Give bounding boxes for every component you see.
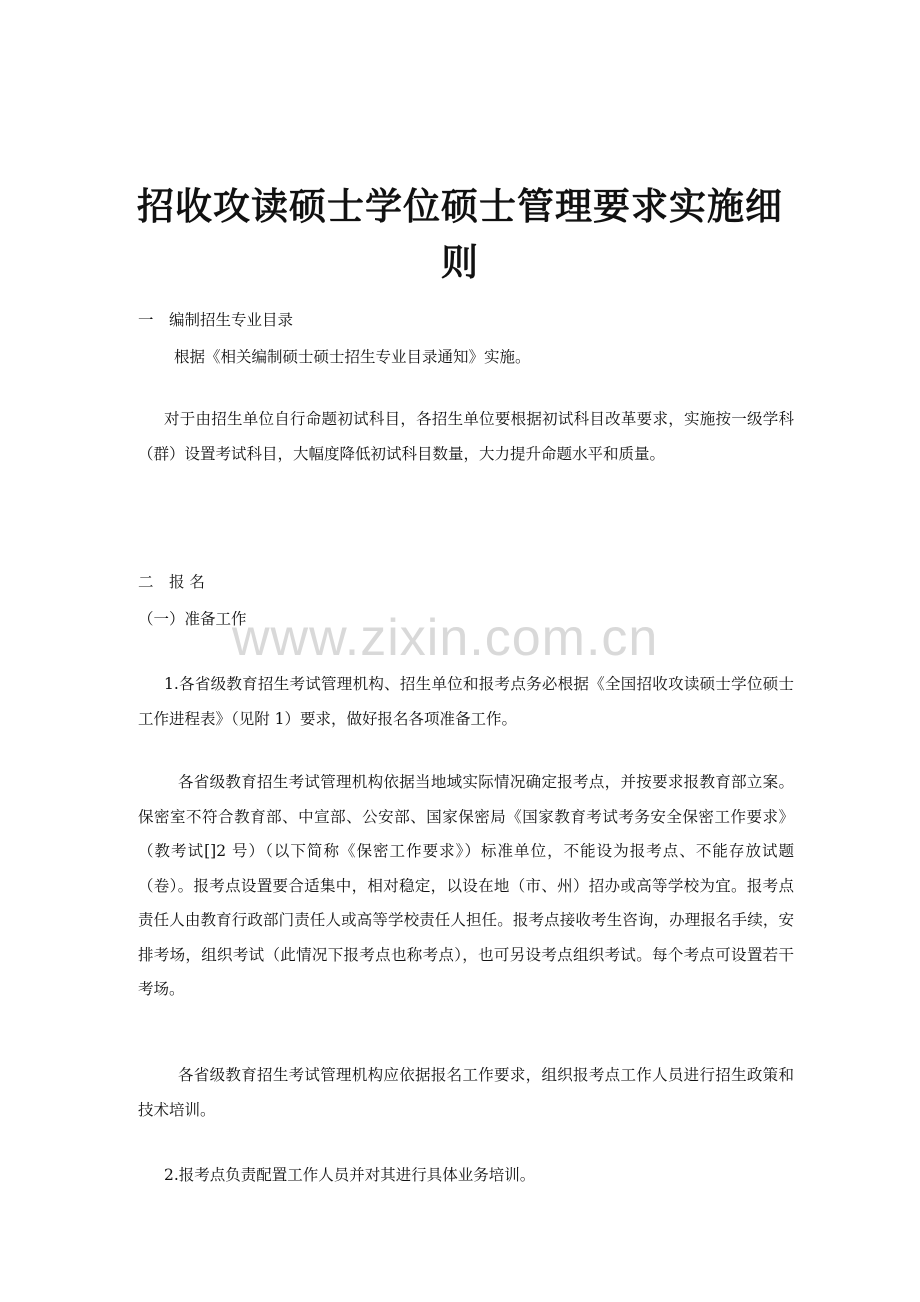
item-1-paragraph-3: 各省级教育招生考试管理机构应依据报名工作要求，组织报考点工作人员进行招生政策和技术培训。 [138,1066,794,1119]
item-1-paragraph: 1.各省级教育招生考试管理机构、招生单位和报考点务必根据《全国招收攻读硕士学位硕士工作进程表》（见附 1）要求，做好报名各项准备工作。 [138,675,794,728]
section-heading-1: 一 编制招生专业目录 [138,311,294,329]
section-heading-2: 二 报 名 [138,573,205,591]
section1-paragraph-1: 根据《相关编制硕士硕士招生专业目录通知》实施。 [174,348,531,366]
watermark: www.zixin.com.cn [232,609,659,667]
item-2-paragraph: 2.报考点负责配置工作人员并对其进行具体业务培训。 [164,1166,536,1184]
section1-paragraph-2: 对于由招生单位自行命题初试科目，各招生单位要根据初试科目改革要求，实施按一级学科（群）设置考试科目，大幅度降低初试科目数量，大力提升命题水平和质量。 [138,410,794,463]
document-title: 招收攻读硕士学位硕士管理要求实施细则 [137,184,783,284]
subsection-heading-1: （一）准备工作 [138,610,247,628]
item-1-paragraph-2: 各省级教育招生考试管理机构依据当地域实际情况确定报考点，并按要求报教育部立案。保密室不符合教育部、中宣部、公安部、国家保密局《国家教育考试考务安全保密工作要求》（教考试[]2 号）（以下简称《保密工作要求》）标准单位，不能设为报考点、不能存放试题（卷）。报考点设置要合适集中，相对稳定，以设在地（市、州）招办或高等学校为宜。报考点责任人由教育行政部门责任人或高等学校责任人担任。报考点接收考生咨询，办理报名手续，安排考场，组织考试（此情况下报考点也称考点），也可另设考点组织考试。每个考点可设置若干考场。 [138,773,794,998]
